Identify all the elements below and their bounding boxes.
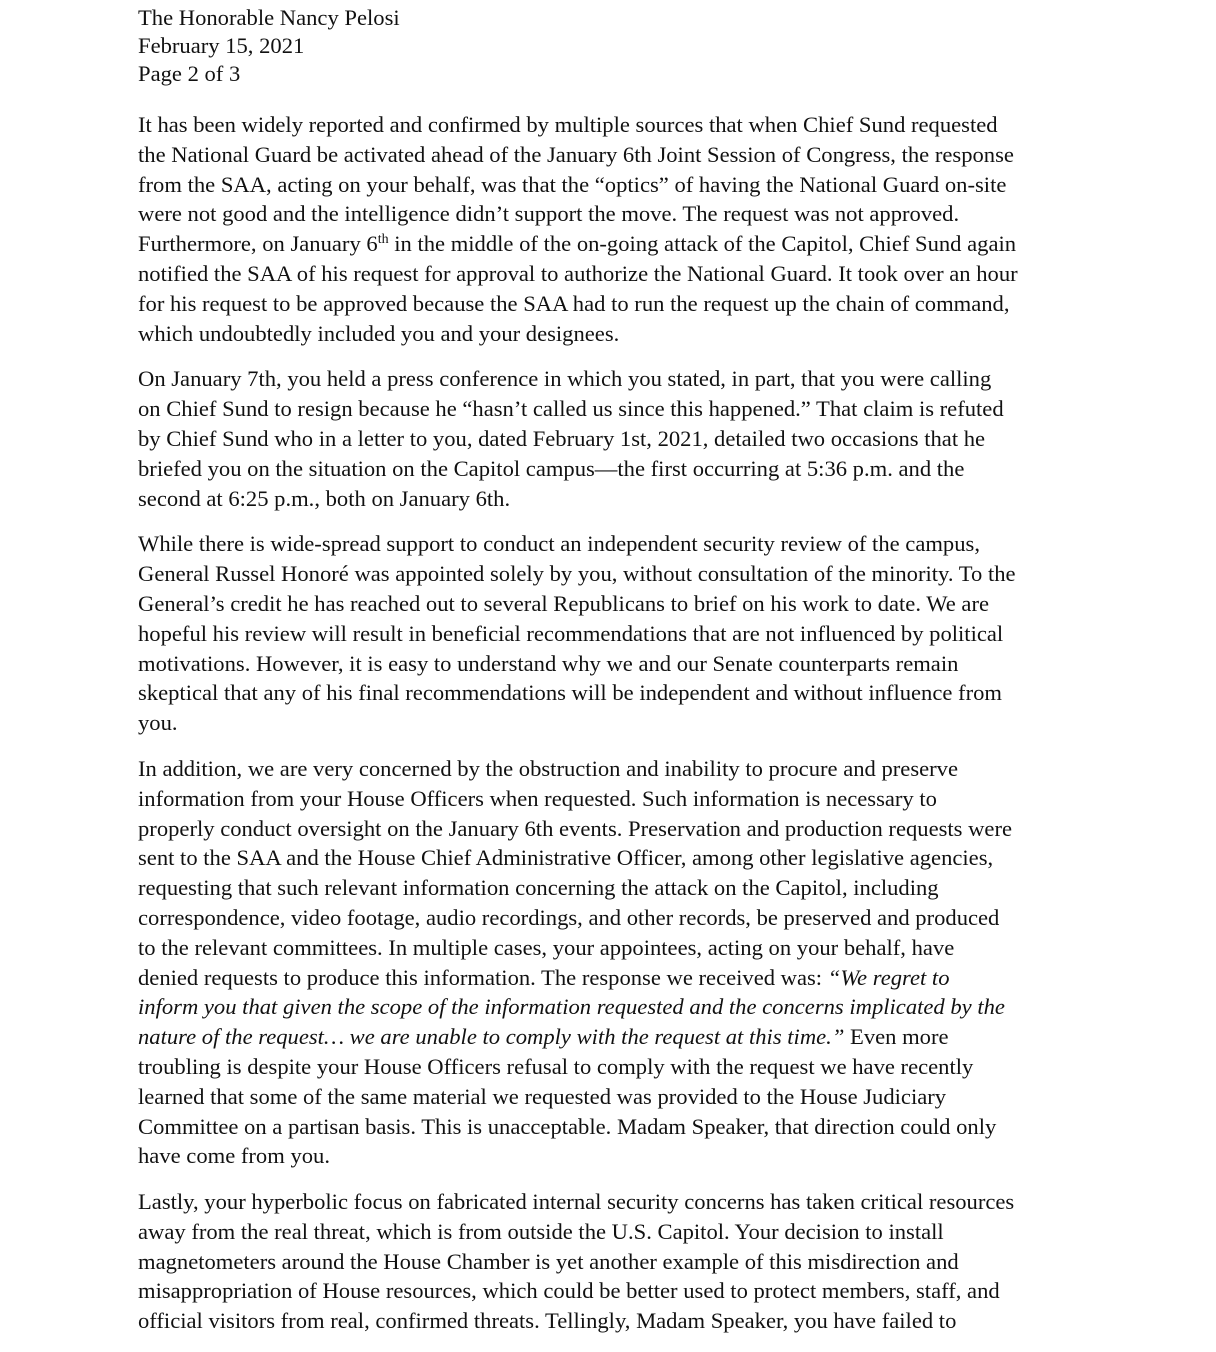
text-line: sent to the SAA and the House Chief Administrative Officer, among other legislative agencies, xyxy=(138,845,994,871)
paragraph-press-conference xyxy=(138,364,1198,513)
text-line: It has been widely reported and confirmed by multiple sources that when Chief Sund requested xyxy=(138,112,998,137)
text-line: were not good and the intelligence didn’t support the move. The request was not approved. xyxy=(138,201,960,227)
text-line xyxy=(138,229,1198,259)
text-line: have come from you. xyxy=(138,1143,330,1169)
text-segment: Furthermore, on January 6 xyxy=(138,231,378,257)
letter-body xyxy=(138,110,1198,1352)
text-line: misappropriation of House resources, which could be better used to protect members, staff, and xyxy=(138,1278,1000,1304)
text-line: you. xyxy=(138,710,178,736)
text-line: magnetometers around the House Chamber is yet another example of this misdirection and xyxy=(138,1248,959,1274)
paragraph-security-review xyxy=(138,529,1198,738)
quoted-response: inform you that given the scope of the information requested and the concerns implicated by the xyxy=(138,994,1005,1020)
text-line: for his request to be approved because the SAA had to run the request up the chain of command, xyxy=(138,290,1010,316)
text-line: requesting that such relevant information concerning the attack on the Capitol, including xyxy=(138,875,939,901)
text-line: away from the real threat, which is from outside the U.S. Capitol. Your decision to install xyxy=(138,1218,944,1244)
text-line: to the relevant committees. In multiple cases, your appointees, acting on your behalf, have xyxy=(138,934,955,960)
paragraph-national-guard xyxy=(138,110,1198,348)
text-line: learned that some of the same material we requested was provided to the House Judiciary xyxy=(138,1083,947,1109)
text-line: second at 6:25 p.m., both on January 6th. xyxy=(138,485,511,511)
text-line: skeptical that any of his final recommendations will be independent and without influence from xyxy=(138,680,1002,706)
letter-header xyxy=(138,4,400,88)
text-segment: Even more xyxy=(844,1024,949,1050)
text-line: General’s credit he has reached out to several Republicans to brief on his work to date. We are xyxy=(138,590,989,616)
text-line: information from your House Officers when requested. Such information is necessary to xyxy=(138,785,937,811)
text-line xyxy=(138,1022,1198,1052)
text-line: Committee on a partisan basis. This is unacceptable. Madam Speaker, that direction could only xyxy=(138,1113,997,1139)
text-line xyxy=(138,963,1198,993)
superscript: th xyxy=(377,232,389,248)
quoted-response: nature of the request… we are unable to comply with the request at this time.” xyxy=(138,1024,845,1050)
text-line: briefed you on the situation on the Capitol campus—the first occurring at 5:36 p.m. and the xyxy=(138,455,965,481)
text-line: on Chief Sund to resign because he “hasn’t called us since this happened.” That claim is refuted xyxy=(138,396,1004,422)
text-line: In addition, we are very concerned by the obstruction and inability to procure and preserve xyxy=(138,755,958,781)
text-line: properly conduct oversight on the January 6th events. Preservation and production requests were xyxy=(138,815,1013,841)
text-line: notified the SAA of his request for approval to authorize the National Guard. It took over an hour xyxy=(138,260,1018,286)
text-line: by Chief Sund who in a letter to you, dated February 1st, 2021, detailed two occasions that he xyxy=(138,425,986,451)
text-segment: in the middle of the on-going attack of the Capitol, Chief Sund again xyxy=(388,231,1017,257)
text-line: troubling is despite your House Officers refusal to comply with the request we have recently xyxy=(138,1053,974,1079)
paragraph-obstruction xyxy=(138,754,1198,1171)
date-line: February 15, 2021 xyxy=(138,33,305,58)
text-line: motivations. However, it is easy to understand why we and our Senate counterparts remain xyxy=(138,650,959,676)
text-line: correspondence, video footage, audio recordings, and other records, be preserved and produced xyxy=(138,904,1000,930)
quoted-response: “We regret to xyxy=(827,964,950,990)
text-line: the National Guard be activated ahead of the January 6th Joint Session of Congress, the response xyxy=(138,141,1014,167)
recipient-line: The Honorable Nancy Pelosi xyxy=(138,5,400,30)
paragraph-magnetometers xyxy=(138,1187,1198,1336)
text-line: On January 7th, you held a press conference in which you stated, in part, that you were calling xyxy=(138,366,992,392)
text-segment: denied requests to produce this information. The response we received was: xyxy=(138,964,828,990)
page-number: Page 2 of 3 xyxy=(138,61,241,86)
text-line: Lastly, your hyperbolic focus on fabricated internal security concerns has taken critical resources xyxy=(138,1189,1015,1215)
text-line: which undoubtedly included you and your designees. xyxy=(138,320,620,346)
text-line: While there is wide-spread support to conduct an independent security review of the campus, xyxy=(138,531,980,557)
text-line: official visitors from real, confirmed threats. Tellingly, Madam Speaker, you have failed to xyxy=(138,1308,957,1334)
text-line: General Russel Honoré was appointed solely by you, without consultation of the minority. To the xyxy=(138,561,1016,587)
text-line: from the SAA, acting on your behalf, was that the “optics” of having the National Guard on-site xyxy=(138,171,1007,197)
text-line: hopeful his review will result in beneficial recommendations that are not influenced by political xyxy=(138,620,1004,646)
